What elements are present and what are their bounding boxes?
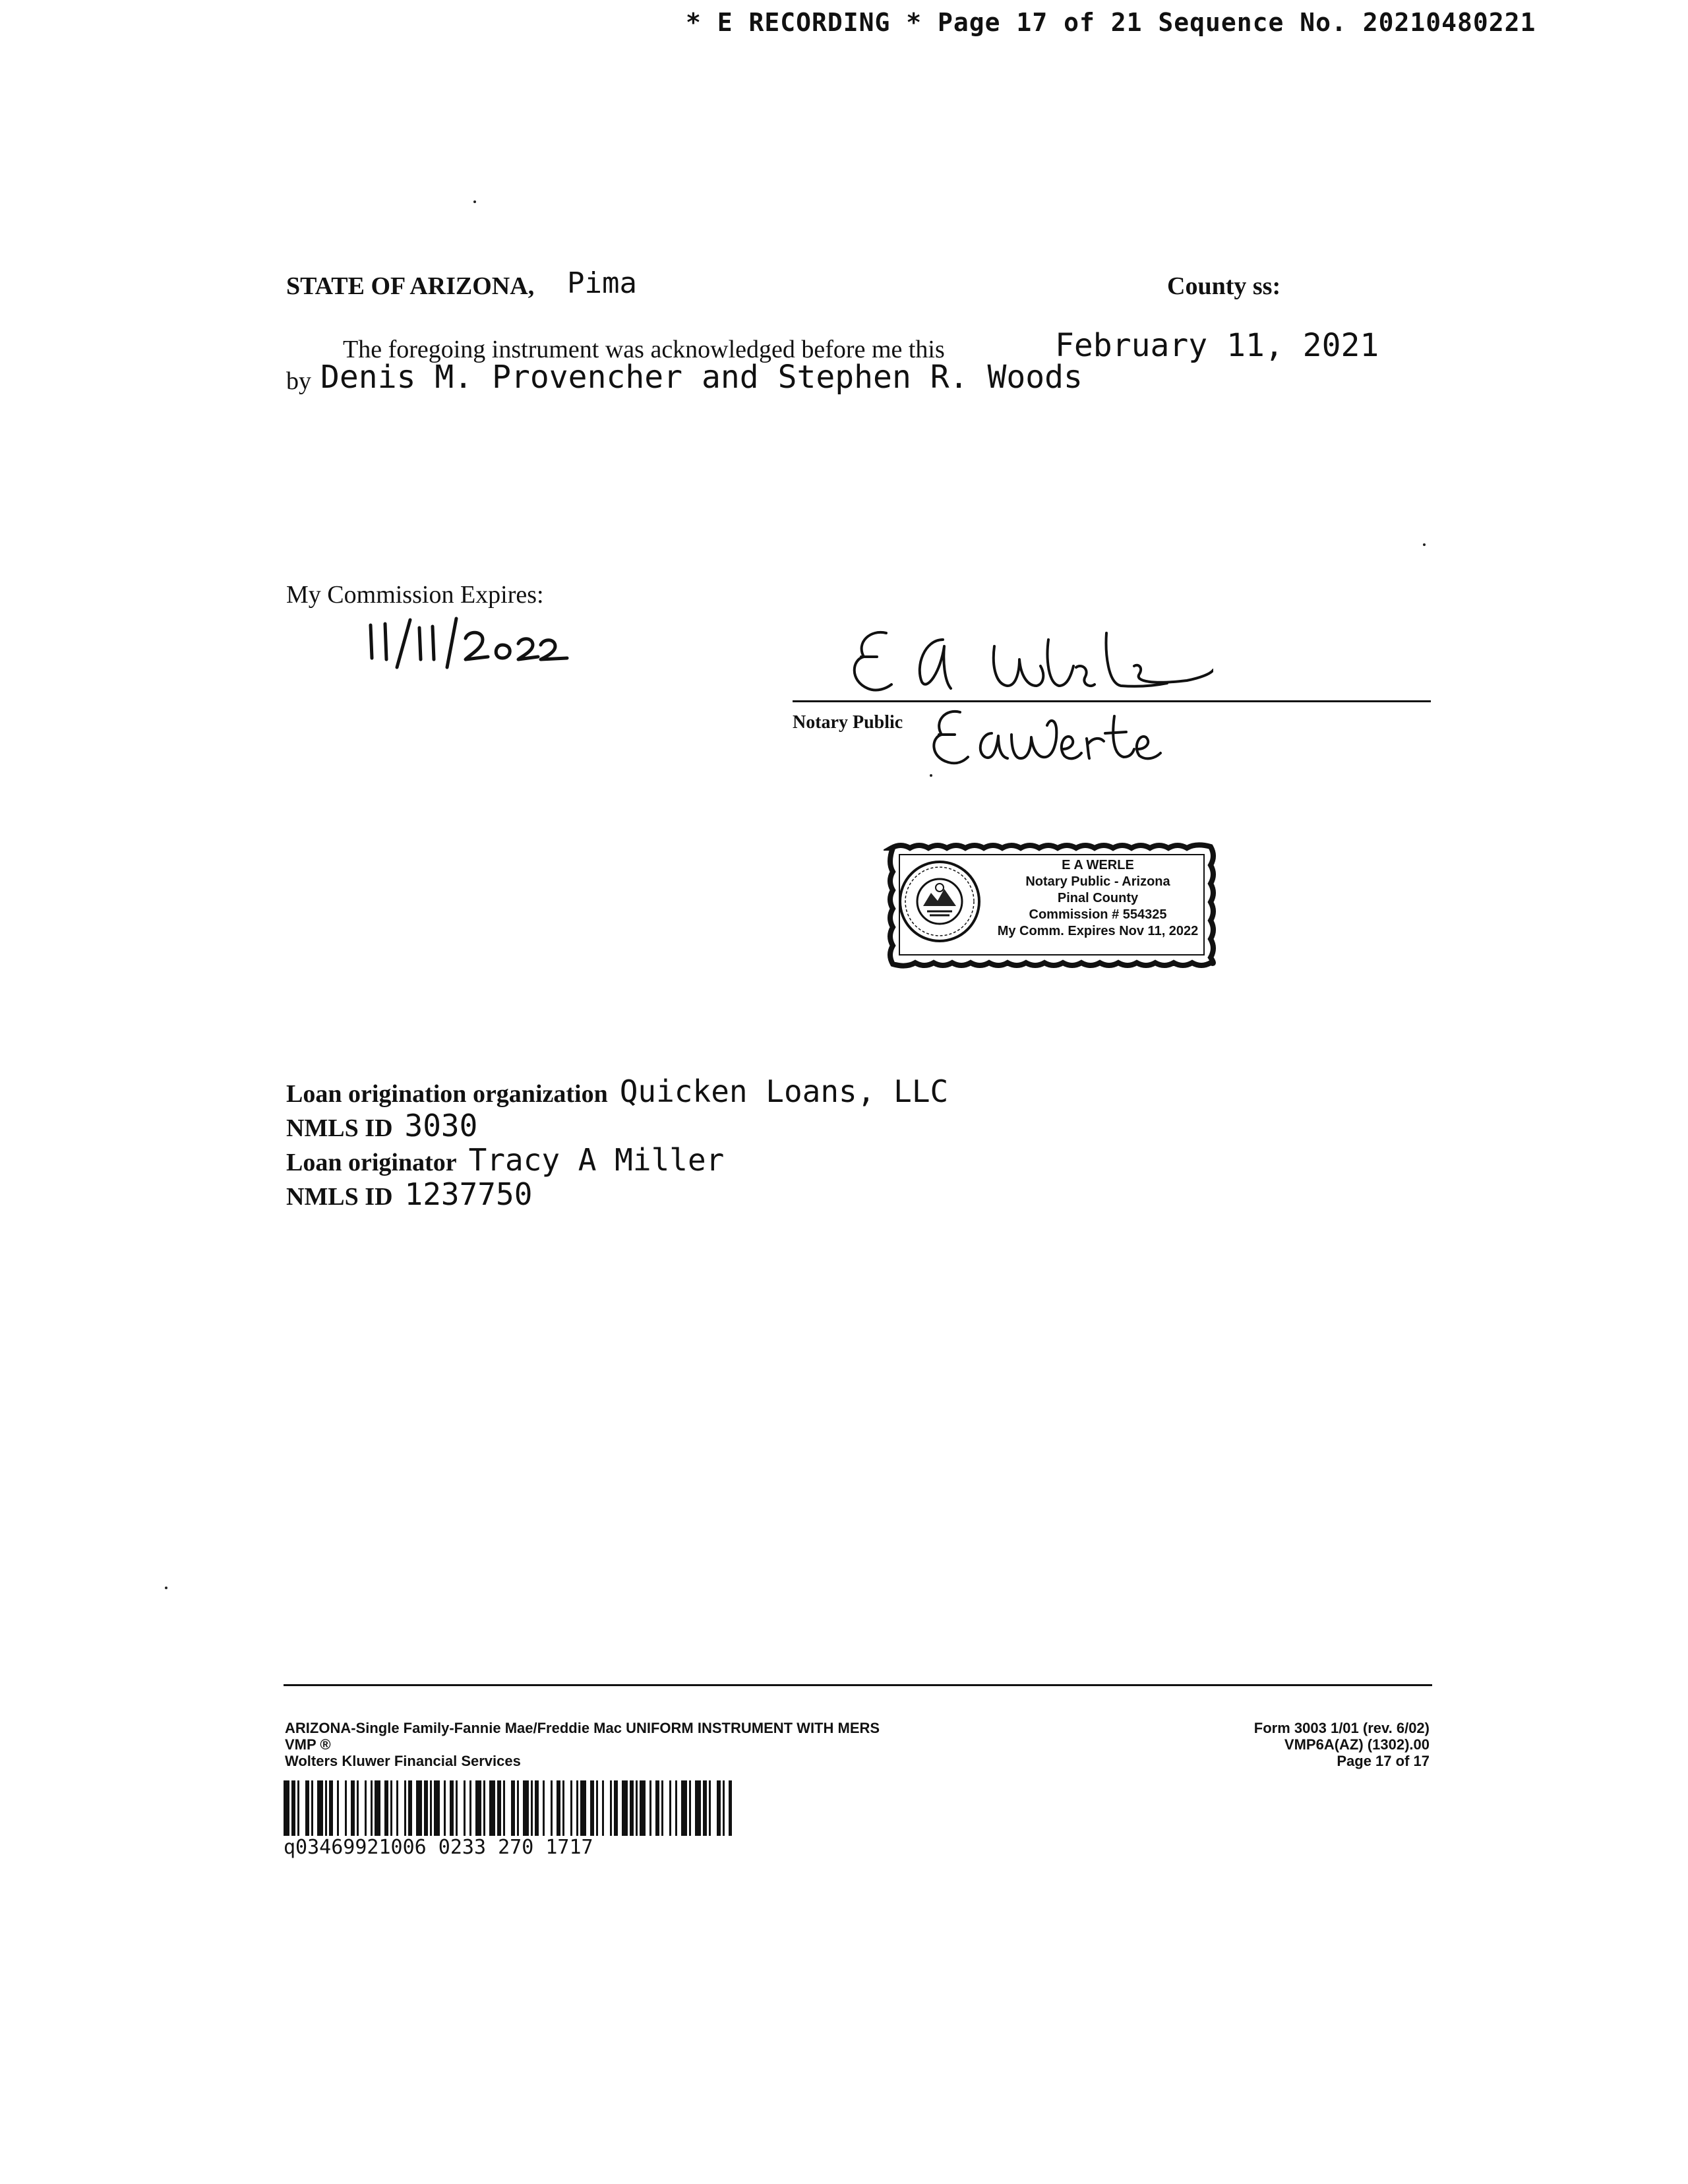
barcode-bar (655, 1780, 659, 1836)
barcode-bar (717, 1780, 721, 1836)
barcode-bar (681, 1780, 687, 1836)
loan-org-label: Loan origination organization (286, 1080, 608, 1108)
scan-speck (1423, 543, 1426, 546)
county-name: Pima (567, 266, 637, 300)
barcode-bar (416, 1780, 422, 1836)
barcode-bar (729, 1780, 732, 1836)
stamp-line-county: Pinal County (1057, 891, 1139, 905)
barcode-bar (375, 1780, 380, 1836)
barcode-bar (357, 1780, 359, 1836)
state-label: STATE OF ARIZONA, (286, 272, 535, 300)
barcode-bar (531, 1780, 533, 1836)
barcode-bar (384, 1780, 388, 1836)
barcode-bar (630, 1780, 634, 1836)
notary-stamp (884, 839, 1220, 971)
barcode-bar (396, 1780, 398, 1836)
barcode-bar (551, 1780, 553, 1836)
barcode-bar (424, 1780, 428, 1836)
barcode-bar (543, 1780, 545, 1836)
barcode-bar (570, 1780, 572, 1836)
stamp-line-name: E A WERLE (1062, 858, 1134, 872)
footer-right-line-3: Page 17 of 17 (1337, 1753, 1430, 1769)
barcode-bar (345, 1780, 347, 1836)
barcode-bar (535, 1780, 539, 1836)
by-label: by (286, 367, 311, 395)
barcode-bar (311, 1780, 313, 1836)
scan-speck (473, 200, 476, 203)
footer-form-title (285, 1720, 880, 1769)
footer-right-line-2: VMP6A(AZ) (1302).00 (1284, 1736, 1430, 1753)
footer-left-line-1: ARIZONA-Single Family-Fannie Mae/Freddie Mac UNIFORM INSTRUMENT WITH MERS (285, 1720, 880, 1736)
barcode-bar (325, 1780, 327, 1836)
barcode-bar (483, 1780, 485, 1836)
barcode-bar (450, 1780, 454, 1836)
stamp-line-title: Notary Public - Arizona (1025, 874, 1170, 889)
scan-speck (930, 774, 932, 777)
barcode-bar (503, 1780, 505, 1836)
barcode-bar (464, 1780, 466, 1836)
barcode-bar (576, 1780, 578, 1836)
loan-org-row (286, 1074, 948, 1109)
barcode-bar (596, 1780, 598, 1836)
barcode-bar (590, 1780, 594, 1836)
barcode-bar (404, 1780, 406, 1836)
barcode-bar (497, 1780, 501, 1836)
barcode-bar (580, 1780, 586, 1836)
barcode-bar (351, 1780, 355, 1836)
barcode-bar (371, 1780, 373, 1836)
org-nmls-value: 3030 (404, 1108, 478, 1143)
barcode-bar (562, 1780, 564, 1836)
loan-org-value: Quicken Loans, LLC (619, 1074, 949, 1109)
barcode-bar (297, 1780, 299, 1836)
barcode-bar (622, 1780, 628, 1836)
county-ss-label: County ss: (1167, 272, 1281, 300)
barcode-bar (469, 1780, 471, 1836)
barcode-bar (557, 1780, 560, 1836)
barcode-bar (390, 1780, 392, 1836)
barcode-bar (329, 1780, 333, 1836)
arizona-state-seal-icon (897, 859, 982, 944)
barcode-bar (408, 1780, 412, 1836)
footer-divider (284, 1684, 1432, 1686)
barcode-bar (444, 1780, 446, 1836)
commission-expires-label: My Commission Expires: (286, 581, 544, 609)
barcode-bar (284, 1780, 289, 1836)
footer-form-number (1081, 1720, 1430, 1769)
originator-row (286, 1142, 724, 1178)
originator-value: Tracy A Miller (468, 1142, 725, 1178)
org-nmls-label: NMLS ID (286, 1114, 393, 1142)
barcode-bar (489, 1780, 495, 1836)
barcode-bar (317, 1780, 323, 1836)
barcode-bar (614, 1780, 618, 1836)
barcode-bar (649, 1780, 651, 1836)
barcode-bar (661, 1780, 663, 1836)
barcode-bar (640, 1780, 646, 1836)
footer-right-line-1: Form 3003 1/01 (rev. 6/02) (1253, 1720, 1430, 1736)
barcode-bar (475, 1780, 481, 1836)
notary-printed-signature (928, 696, 1166, 769)
barcode-bar (723, 1780, 725, 1836)
org-nmls-row (286, 1108, 477, 1143)
barcode-bar (517, 1780, 519, 1836)
barcode-bar (365, 1780, 367, 1836)
barcode-bar (669, 1780, 671, 1836)
stamp-text (982, 857, 1213, 940)
barcode-bar (523, 1780, 529, 1836)
notary-public-label: Notary Public (793, 712, 903, 733)
barcode-bar (703, 1780, 707, 1836)
barcode-bar (709, 1780, 711, 1836)
originator-nmls-value: 1237750 (404, 1176, 533, 1212)
acknowledgment-statement: The foregoing instrument was acknowledged before me this (343, 336, 945, 363)
barcode-bar (291, 1780, 295, 1836)
acknowledgment-date: February 11, 2021 (1055, 327, 1379, 364)
originator-label: Loan originator (286, 1149, 457, 1176)
footer-left-line-2: VMP ® (285, 1736, 331, 1753)
barcode-bar (602, 1780, 604, 1836)
barcode-bar (430, 1780, 432, 1836)
barcode-bar (511, 1780, 515, 1836)
notary-signature (844, 620, 1213, 706)
signer-names: Denis M. Provencher and Stephen R. Woods (320, 359, 1083, 396)
recording-header: * E RECORDING * Page 17 of 21 Sequence No. 20210480221 (686, 8, 1536, 37)
stamp-line-expires: My Comm. Expires Nov 11, 2022 (997, 924, 1199, 938)
barcode-bar (636, 1780, 638, 1836)
originator-nmls-row (286, 1176, 532, 1212)
scan-speck (165, 1587, 167, 1589)
barcode-number: q03469921006 0233 270 1717 (284, 1836, 593, 1859)
commission-date-handwriting (363, 611, 574, 677)
barcode-bar (675, 1780, 677, 1836)
barcode-bar (689, 1780, 691, 1836)
barcode-bar (434, 1780, 440, 1836)
barcode-icon (284, 1780, 732, 1836)
barcode-bar (305, 1780, 309, 1836)
barcode-bar (610, 1780, 612, 1836)
originator-nmls-label: NMLS ID (286, 1183, 393, 1211)
barcode-bar (456, 1780, 458, 1836)
stamp-line-commission: Commission # 554325 (1029, 907, 1167, 922)
barcode-bar (695, 1780, 701, 1836)
barcode-bar (337, 1780, 339, 1836)
footer-left-line-3: Wolters Kluwer Financial Services (285, 1753, 521, 1769)
